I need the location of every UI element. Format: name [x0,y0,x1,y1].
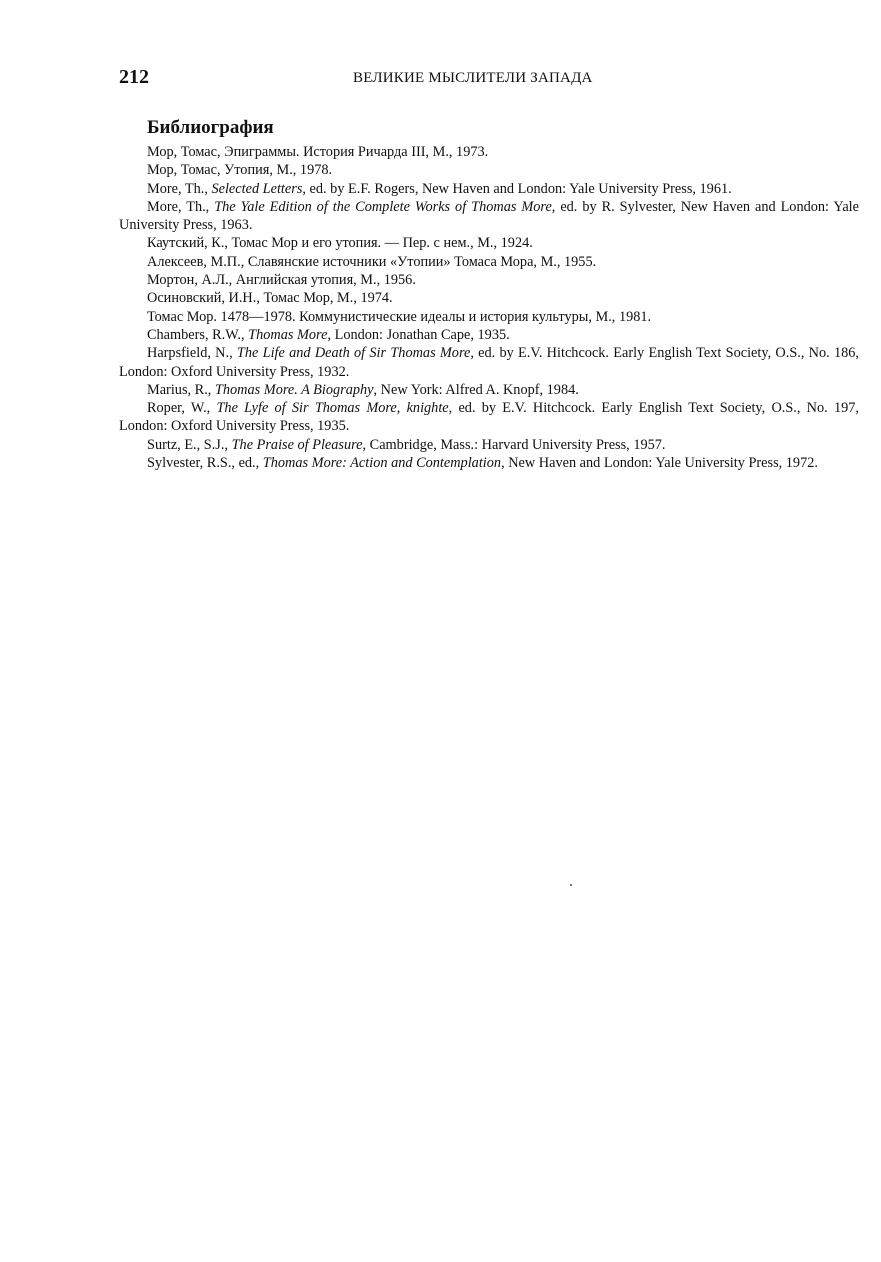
page-number: 212 [119,66,149,88]
entry-author-text: Surtz, E., S.J., [147,436,232,453]
bibliography-section [119,116,859,472]
entry-publication-text: , ed. by R. Sylvester, New Haven and London: Yale University Press, 1963. [119,198,859,234]
entry-work-title: Thomas More: Action and Contemplation [262,455,502,472]
running-head [119,66,859,96]
running-head-title: ВЕЛИКИЕ МЫСЛИТЕЛИ ЗАПАДА [353,70,593,86]
bibliography-entry [119,161,859,179]
bibliography-entry [119,326,859,344]
bibliography-entry [119,381,859,399]
section-heading: Библиография [147,117,274,138]
entry-author-text: Каутский, К., Томас Мор и его утопия. — Пер. с нем., М., 1924. [147,235,533,252]
entry-author-text: Marius, R., [147,381,215,398]
entry-author-text: Мор, Томас, Утопия, М., 1978. [147,162,333,179]
entry-publication-text: , New York: Alfred A. Knopf, 1984. [373,381,579,398]
bibliography-entry [119,436,859,454]
bibliography-entry [119,399,859,436]
entry-publication-text: , ed. by E.V. Hitchcock. Early English Text Society, O.S., No. 197, London: Oxford University Press, 1935. [119,400,859,435]
bibliography-entry [119,289,859,307]
entry-publication-text: , ed. by E.F. Rogers, New Haven and London: Yale University Press, 1961. [302,180,732,197]
entry-publication-text: , London: Jonathan Cape, 1935. [327,326,510,343]
entry-work-title: The Life and Death of Sir Thomas More [236,345,471,362]
entry-work-title: Selected Letters [211,180,303,197]
entry-author-text: Осиновский, И.Н., Томас Мор, М., 1974. [147,290,393,307]
bibliography-entry [119,198,859,235]
entry-work-title: The Yale Edition of the Complete Works of Thomas More [214,198,552,215]
bibliography-entry [119,253,859,271]
entry-publication-text: , ed. by E.V. Hitchcock. Early English Text Society, O.S., No. 186, London: Oxford University Press, 1932. [119,345,860,380]
bibliography-entry [119,344,859,381]
entry-author-text: Sylvester, R.S., ed., [147,455,263,472]
entry-author-text: More, Th., [147,180,212,197]
entry-work-title: Thomas More. A Biography [214,381,374,398]
entry-work-title: The Lyfe of Sir Thomas More, knighte [216,400,449,417]
bibliography-entry [119,234,859,252]
entry-author-text: Томас Мор. 1478—1978. Коммунистические идеалы и история культуры, М., 1981. [147,308,652,325]
scan-speck [570,884,572,886]
entry-publication-text: , New Haven and London: Yale University Press, 1972. [501,455,818,472]
entry-author-text: Harpsfield, N., [147,345,237,362]
entry-work-title: Thomas More [248,326,328,343]
entry-work-title: The Praise of Pleasure [231,436,363,453]
entry-author-text: Алексеев, М.П., Славянские источники «Утопии» Томаса Мора, М., 1955. [147,253,597,270]
bibliography-entry [119,308,859,326]
bibliography-list [119,143,859,472]
bibliography-entry [119,271,859,289]
entry-author-text: Мортон, А.Л., Английская утопия, М., 1956. [147,272,416,289]
bibliography-entry [119,180,859,198]
bibliography-entry [119,143,859,161]
entry-author-text: Мор, Томас, Эпиграммы. История Ричарда III, М., 1973. [147,144,489,160]
entry-author-text: Roper, W., [147,400,217,417]
entry-author-text: More, Th., [147,198,215,215]
entry-author-text: Chambers, R.W., [147,326,249,343]
entry-publication-text: , Cambridge, Mass.: Harvard University Press, 1957. [362,436,666,453]
bibliography-entry [119,454,859,472]
